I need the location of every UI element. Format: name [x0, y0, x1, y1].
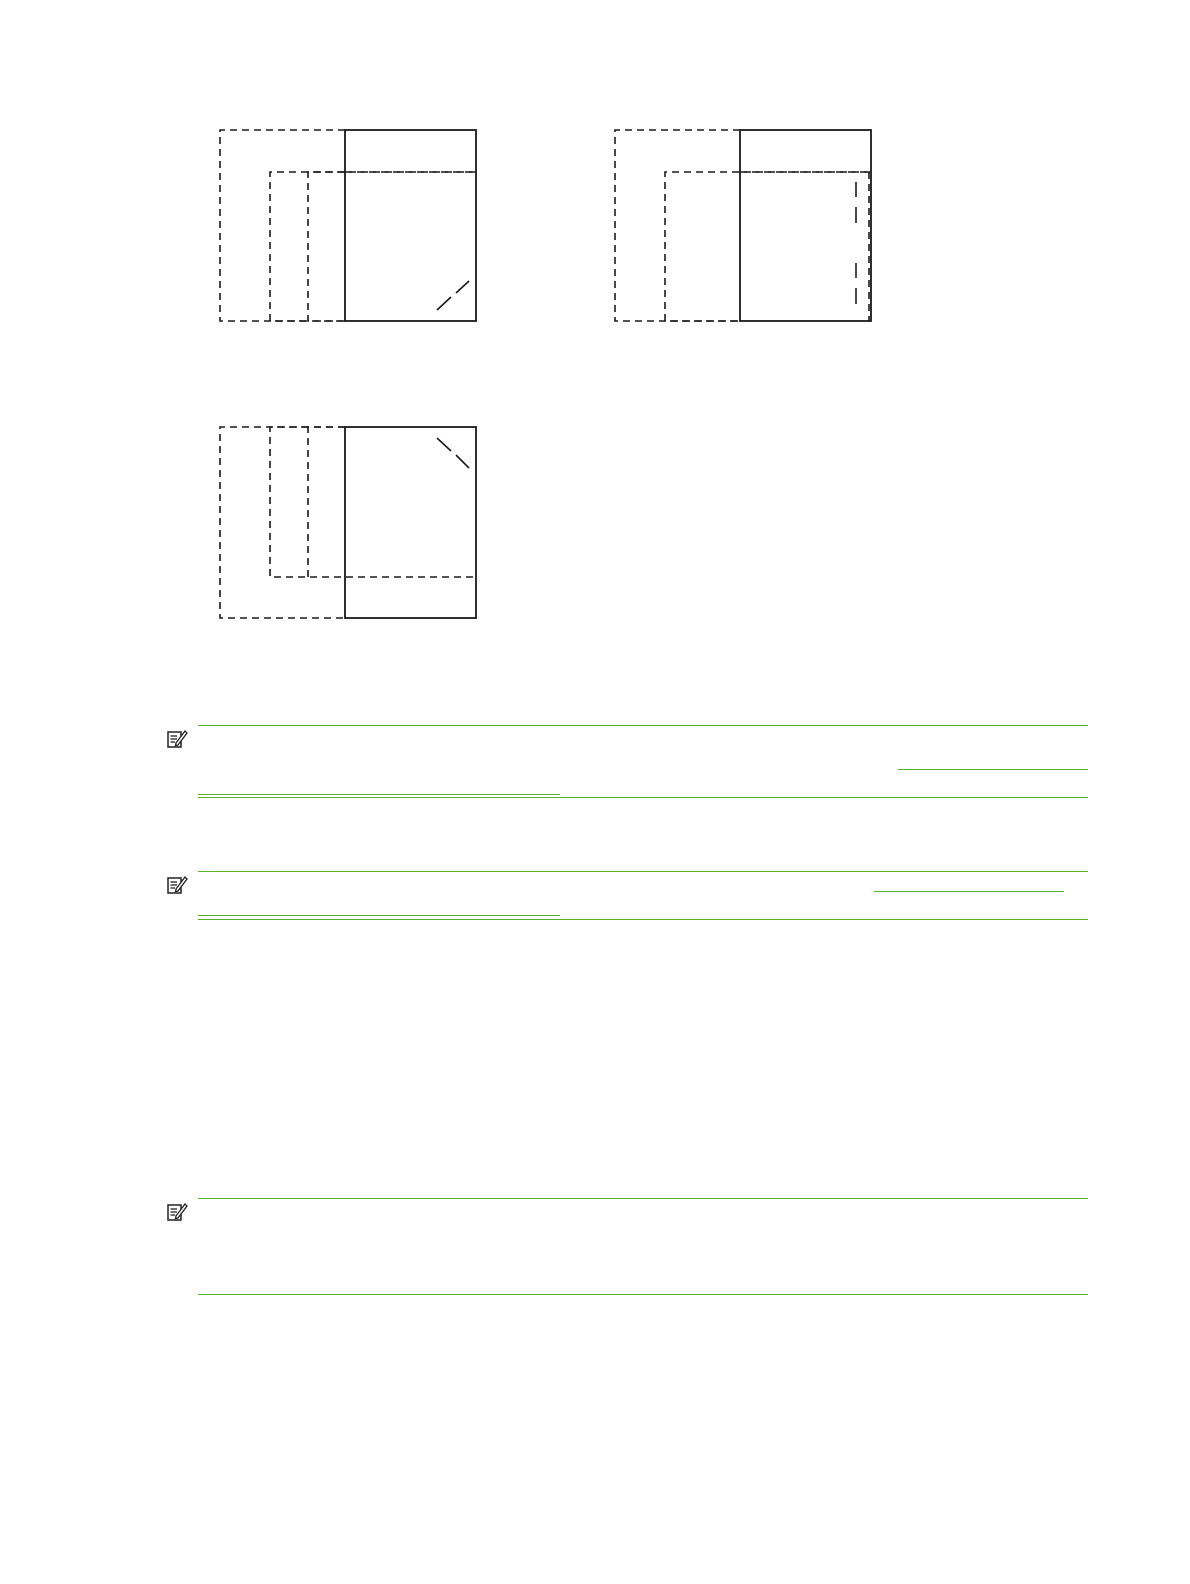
- staple-position-diagram-2: [605, 120, 885, 335]
- note-icon: [166, 1201, 188, 1223]
- note-1-link-underline-a[interactable]: [898, 769, 1088, 770]
- middle-sheet-outline: [270, 172, 476, 321]
- note-2-bottom-rule: [198, 919, 1088, 920]
- note-2-top-rule: [198, 871, 1088, 872]
- diagonal-staple-icon: [437, 281, 469, 310]
- note-3-top-rule: [198, 1198, 1088, 1199]
- note-2-link-underline-b[interactable]: [198, 915, 560, 916]
- middle-sheet-outline: [270, 427, 476, 577]
- staple-position-diagram-3: [210, 417, 490, 632]
- note-icon: [166, 728, 188, 750]
- middle-sheet-outline: [665, 172, 871, 321]
- staple-diagram-svg-3: [210, 417, 490, 632]
- back-sheet-outline: [220, 427, 345, 618]
- staple-diagram-svg-2: [605, 120, 885, 335]
- note-1-bottom-rule: [198, 797, 1088, 798]
- inner-sheet-outline: [308, 427, 345, 577]
- note-2-link-underline-a[interactable]: [874, 891, 1064, 892]
- note-1-link-underline-b[interactable]: [198, 794, 560, 795]
- diagonal-staple-icon: [437, 438, 469, 468]
- staple-position-diagram-1: [210, 120, 490, 335]
- front-page: [740, 130, 871, 321]
- note-1-top-rule: [198, 725, 1088, 726]
- note-3-bottom-rule: [198, 1294, 1088, 1295]
- staple-diagram-svg-1: [210, 120, 490, 335]
- note-icon: [166, 874, 188, 896]
- back-sheet-outline: [220, 130, 345, 321]
- back-sheet-outline: [615, 130, 740, 321]
- inner-sheet-outline: [308, 172, 345, 321]
